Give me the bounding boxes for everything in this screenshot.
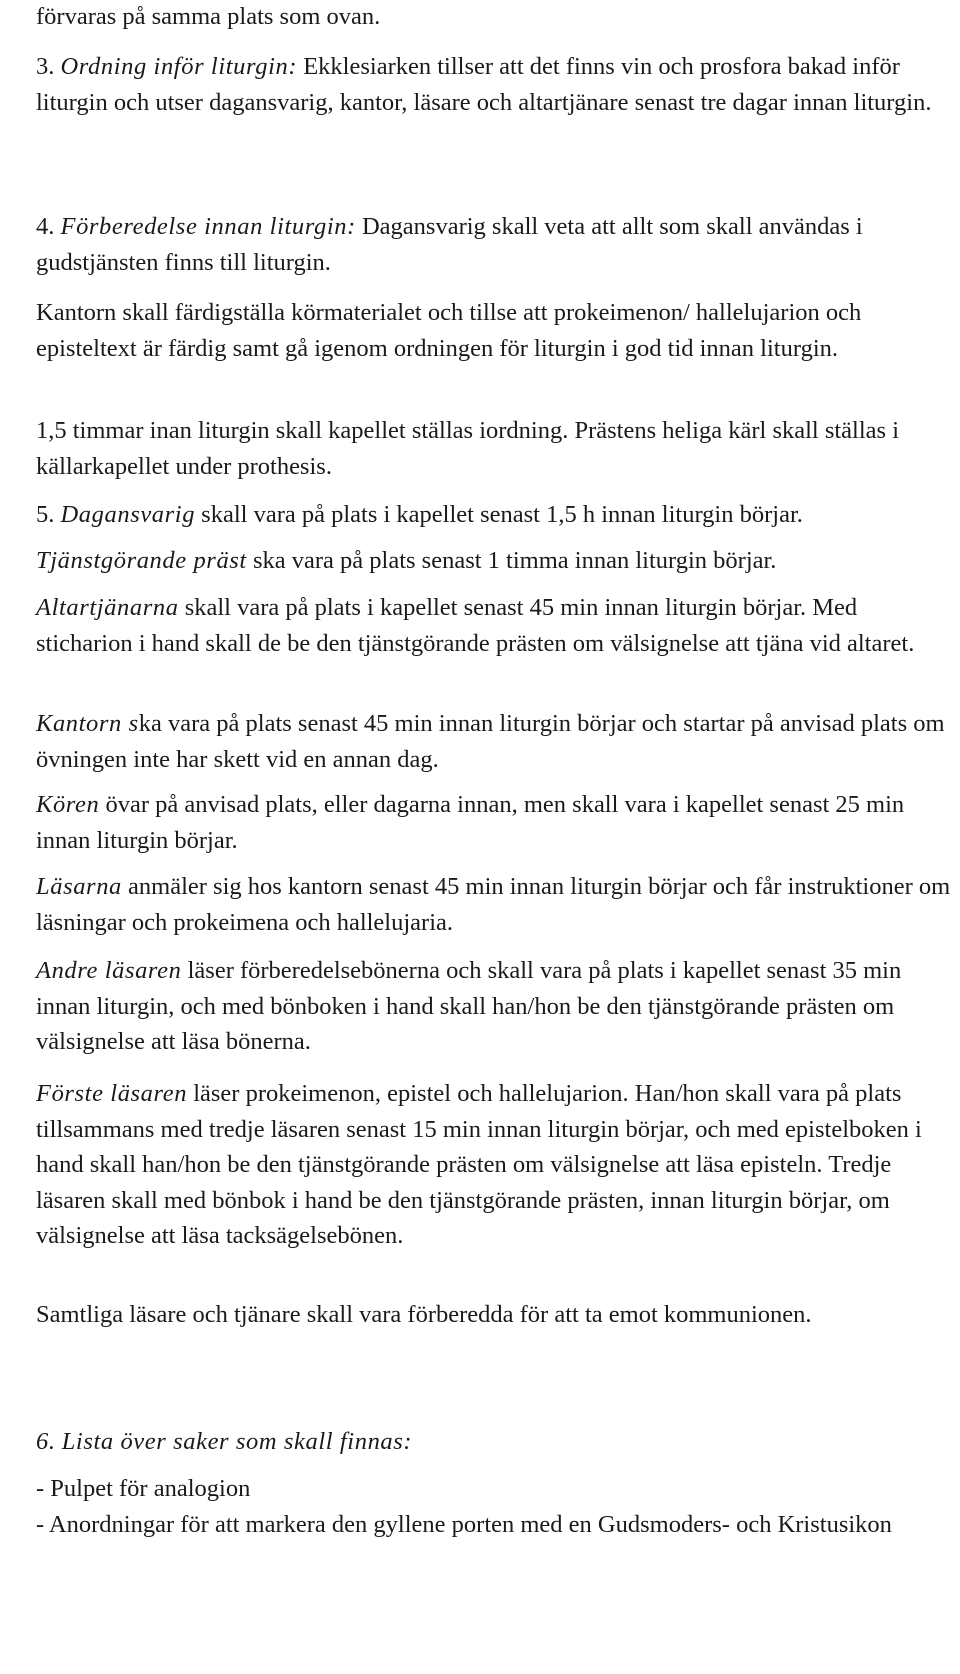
section-text: Dagansvarig skall veta att allt som skall användas i gudstjänsten finns till liturgin.	[36, 213, 863, 276]
paragraph-text: ska vara på plats senast 1 timma innan liturgin börjar.	[252, 547, 777, 574]
paragraph-text: ka vara på plats senast 45 min innan liturgin börjar och startar på anvisad plats om övningen inte har skett vid en annan dag.	[36, 710, 945, 773]
section-heading: Förberedelse innan liturgin:	[60, 213, 356, 240]
paragraph-text: läser förberedelsebönerna och skall vara på plats i kapellet senast 35 min innan liturgin, och med bönboken i hand skall han/hon be den tjänstgörande prästen om välsignelse att läsa bönerna.	[36, 957, 902, 1055]
section-number: 3.	[36, 53, 55, 80]
paragraph-text: anmäler sig hos kantorn senast 45 min innan liturgin börjar och får instruktioner om läsningar och prokeimena och hallelujaria.	[36, 873, 951, 936]
section-5	[36, 497, 951, 533]
paragraph-text: skall vara på plats i kapellet senast 45 min innan liturgin börjar. Med sticharion i hand skall de be den tjänstgörande prästen om välsignelse att tjäna vid altaret.	[36, 594, 915, 657]
paragraph-heading: Kören	[36, 791, 100, 818]
paragraph-heading: Läsarna	[36, 873, 122, 900]
top-line: förvaras på samma plats som ovan.	[36, 3, 381, 30]
section-heading: Ordning inför liturgin:	[60, 53, 298, 80]
paragraph-heading: Andre läsaren	[36, 957, 182, 984]
items-list	[36, 1471, 951, 1542]
section-6	[36, 1424, 951, 1460]
paragraph-altartjanarna	[36, 590, 941, 661]
paragraph-kantorn-prep: Kantorn skall färdigställa körmaterialet och tillse att prokeimenon/ hallelujarion och episteltext är färdig samt gå igenom ordningen för liturgin i god tid innan liturgin.	[36, 299, 862, 362]
section-text: Ekklesiarken tillser att det finns vin och prosfora bakad inför liturgin och utser dagansvarig, kantor, läsare och altartjänare senast tre dagar innan liturgin.	[36, 53, 932, 116]
paragraph-text: övar på anvisad plats, eller dagarna innan, men skall vara i kapellet senast 25 min innan liturgin börjar.	[36, 791, 905, 854]
section-number: 5.	[36, 501, 55, 528]
section-heading: Lista över saker som skall finnas:	[61, 1428, 413, 1455]
paragraph-heading: Kantorn s	[36, 710, 139, 737]
section-number: 4.	[36, 213, 55, 240]
paragraph-heading: Altartjänarna	[36, 594, 179, 621]
paragraph-andre-lasaren	[36, 953, 951, 1060]
paragraph-prast	[36, 543, 951, 579]
list-item: - Anordningar för att markera den gyllene porten med en Gudsmoders- och Kristusikon	[36, 1510, 892, 1538]
paragraph-kapellet: 1,5 timmar inan liturgin skall kapellet ställas iordning. Prästens heliga kärl skall ställas i källarkapellet under prothesis.	[36, 417, 900, 480]
paragraph-heading: Tjänstgörande präst	[36, 547, 247, 574]
section-text: skall vara på plats i kapellet senast 1,5 h innan liturgin börjar.	[201, 501, 803, 528]
paragraph-forste-lasaren	[36, 1076, 951, 1254]
section-4	[36, 209, 951, 280]
section-3	[36, 49, 951, 120]
paragraph-text: läser prokeimenon, epistel och hallelujarion. Han/hon skall vara på plats tillsammans med tredje läsaren senast 15 min innan liturgin börjar, och med epistelboken i hand skall han/hon be den tjänstgörande prästen om välsignelse att läsa episteln. Tredje läsaren skall med bönbok i hand be den tjänstgörande prästen, innan liturgin börjar, om välsignelse att läsa tacksägelsebönen.	[36, 1080, 922, 1249]
paragraph-koren	[36, 787, 941, 858]
list-item: - Pulpet för analogion	[36, 1475, 251, 1502]
paragraph-heading: Förste läsaren	[36, 1080, 188, 1107]
section-heading: Dagansvarig	[60, 501, 196, 528]
paragraph-lasarna	[36, 869, 951, 940]
section-number: 6.	[36, 1428, 56, 1455]
paragraph-samtliga: Samtliga läsare och tjänare skall vara förberedda för att ta emot kommunionen.	[36, 1301, 812, 1328]
paragraph-kantorn	[36, 706, 951, 777]
